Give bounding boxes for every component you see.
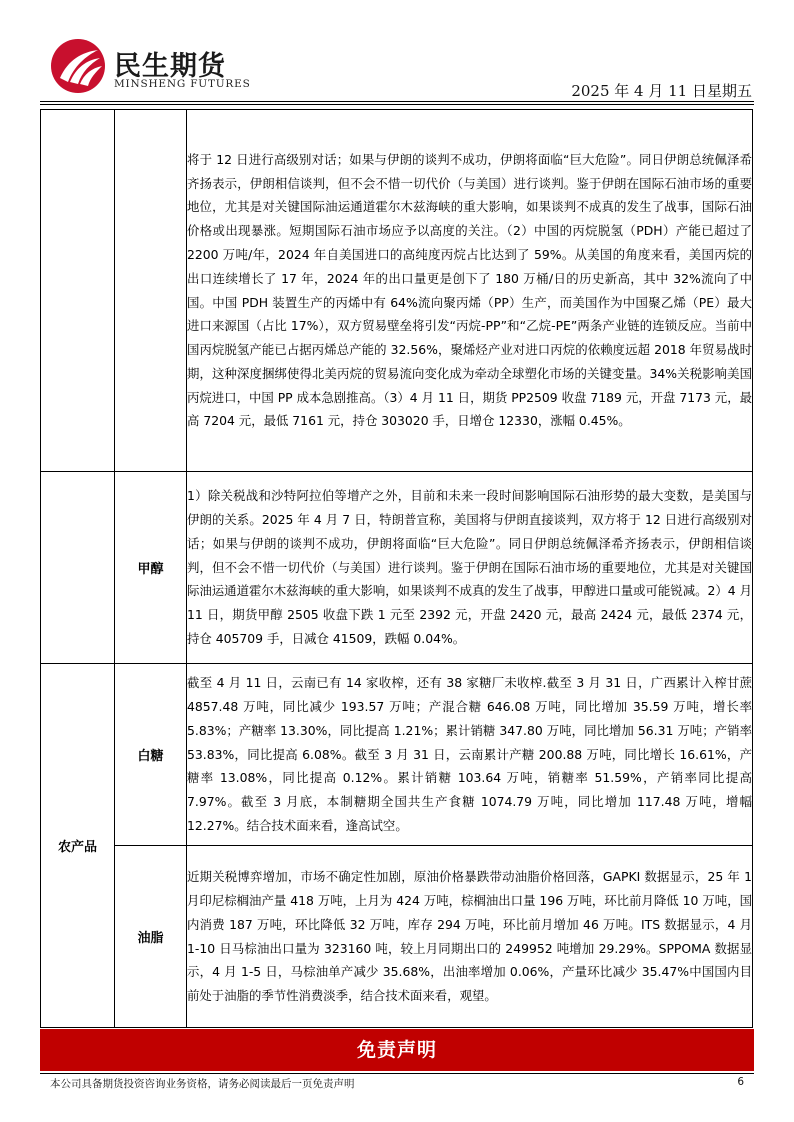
agri-products-label: 农产品 xyxy=(41,664,115,1028)
footer-divider xyxy=(40,1073,754,1074)
header-divider-secondary xyxy=(40,104,754,105)
page-number: 6 xyxy=(737,1076,744,1088)
report-date: 2025 年 4 月 11 日星期五 xyxy=(571,82,752,100)
table-row xyxy=(41,110,753,472)
table-row xyxy=(41,664,753,846)
table-row xyxy=(41,846,753,1028)
oils-label: 油脂 xyxy=(115,846,187,1028)
header-divider xyxy=(40,101,754,102)
logo-english-name: MINSHENG FUTURES xyxy=(114,78,251,90)
methanol-label: 甲醇 xyxy=(115,472,187,664)
minsheng-logo-icon xyxy=(50,38,106,94)
commodity-analysis-table xyxy=(40,109,753,1028)
sugar-label: 白糖 xyxy=(115,664,187,846)
oils-analysis-text: 近期关税博弈增加，市场不确定性加剧，原油价格暴跌带动油脂价格回落，GAPKI 数据显示，25 年 1 月印尼棕榈油产量 418 万吨，上月为 424 万吨，棕榈油出口量 196 万吨，环比前月降低 10 万吨，国内消费 187 万吨，环比降低 32 万吨，库存 294 万吨，环比前月增加 46 万吨。ITS 数据显示，4 月 1-10 日马棕油出口量为 323160 吨，较上月同期出口的 249952 吨增加 29.29%。SPPOMA 数据显示，4 月 1-5 日，马棕油单产减少 35.68%，出油率增加 0.06%，产量环比减少 35.47%中国国内目前处于油脂的季节性消费淡季，结合技术面来看，观望。 xyxy=(187,846,753,1028)
sugar-analysis-text: 截至 4 月 11 日，云南已有 14 家收榨，还有 38 家糖厂未收榨.截至 3 月 31 日，广西累计入榨甘蔗 4857.48 万吨，同比减少 193.57 万吨；产混合糖 646.08 万吨，同比增加 35.59 万吨，增长率 5.83%；产糖率 13.30%，同比提高 1.21%；累计销糖 347.80 万吨，同比增加 56.31 万吨；产销率 53.83%，同比提高 6.08%。截至 3 月 31 日，云南累计产糖 200.88 万吨，同比增长 16.61%，产糖率 13.08%，同比提高 0.12%。累计销糖 103.64 万吨，销糖率 51.59%，产销率同比提高 7.97%。截至 3 月底，本制糖期全国共生产食糖 1074.79 万吨，同比增加 117.48 万吨，增幅 12.27%。结合技术面来看，逢高试空。 xyxy=(187,664,753,846)
methanol-analysis-text: 1）除关税战和沙特阿拉伯等增产之外，目前和未来一段时间影响国际石油形势的最大变数，是美国与伊朗的关系。2025 年 4 月 7 日，特朗普宣称，美国将与伊朗直接谈判，双方将于 12 日进行高级别对话；如果与伊朗的谈判不成功，伊朗将面临“巨大危险”。同日伊朗总统佩泽希齐扬表示，伊朗相信谈判，但不会不惜一切代价（与美国）进行谈判。鉴于伊朗在国际石油市场的重要地位，尤其是对关键国际油运通道霍尔木兹海峡的重大影响，如果谈判不成真的发生了战事，甲醇进口量或可能锐减。2）4 月 11 日，期货甲醇 2505 收盘下跌 1 元至 2392 元，开盘 2420 元，最高 2424 元，最低 2374 元，持仓 405709 手，日减仓 41509，跌幅 0.04%。 xyxy=(187,472,753,664)
table-row xyxy=(41,472,753,664)
sub-category-cell xyxy=(115,110,187,472)
footer-disclaimer-note: 本公司具备期货投资咨询业务资格，请务必阅读最后一页免责声明 xyxy=(50,1078,355,1090)
category-cell xyxy=(41,472,115,664)
logo-chinese-name: 民生期货 xyxy=(114,51,226,82)
page-header xyxy=(40,36,754,100)
pp-analysis-text: 将于 12 日进行高级别对话；如果与伊朗的谈判不成功，伊朗将面临“巨大危险”。同日伊朗总统佩泽希齐扬表示，伊朗相信谈判，但不会不惜一切代价（与美国）进行谈判。鉴于伊朗在国际石油市场的重要地位，尤其是对关键国际油运通道霍尔木兹海峡的重大影响，如果谈判不成真的发生了战事，国际石油价格或出现暴涨。短期国际石油市场应予以高度的关注。（2）中国的丙烷脱氢（PDH）产能已超过了 2200 万吨/年，2024 年自美国进口的高纯度丙烷占比达到了 59%。从美国的角度来看，美国丙烷的出口连续增长了 17 年，2024 年的出口量更是创下了 180 万桶/日的历史新高，其中 32%流向了中国。中国 PDH 装置生产的丙烯中有 64%流向聚丙烯（PP）生产，而美国作为中国聚乙烯（PE）最大进口来源国（占比 17%），双方贸易壁垒将引发“丙烷-PP”和“乙烷-PE”两条产业链的连锁反应。当前中国丙烷脱氢产能已占据丙烯总产能的 32.56%，聚烯烃产业对进口丙烷的依赖度远超 2018 年贸易战时期，这种深度捆绑使得北美丙烷的贸易流向变化成为牵动全球塑化市场的关键变量。34%关税影响美国丙烷进口，中国 PP 成本急剧推高。（3）4 月 11 日，期货 PP2509 收盘 7189 元，开盘 7173 元，最高 7204 元，最低 7161 元，持仓 303020 手，日增仓 12330，涨幅 0.45%。 xyxy=(187,110,753,472)
disclaimer-banner[interactable]: 免责声明 xyxy=(40,1029,754,1071)
category-cell xyxy=(41,110,115,472)
